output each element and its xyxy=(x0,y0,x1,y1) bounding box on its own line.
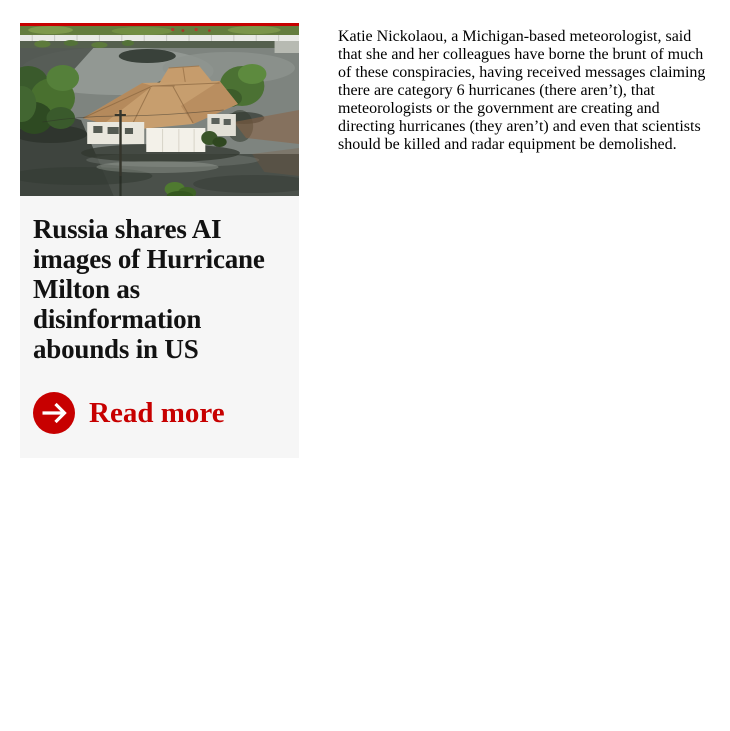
headline-line: Milton as xyxy=(33,274,140,304)
headline-line: Russia shares AI xyxy=(33,214,222,244)
related-article-headline[interactable] xyxy=(33,214,285,364)
headline-line: images of Hurricane xyxy=(33,244,265,274)
paragraph-text: Katie Nickolaou, a Michigan-based meteorologist, said that she and her colleagues have borne the brunt of much of these conspiracies, having received messages claiming there are category 6 hurricanes (there aren’t), that meteorologists or the government are creating and directing hurricanes (they aren’t) and even that scientists should be killed and radar equipment be demolished. xyxy=(338,28,706,153)
flooded-house-illustration xyxy=(20,26,299,196)
headline-line: disinformation xyxy=(33,304,202,334)
headline-line: abounds in US xyxy=(33,334,199,364)
related-article-card[interactable] xyxy=(20,23,299,458)
related-article-content xyxy=(20,196,299,458)
arrow-right-icon xyxy=(33,392,75,434)
flooded-house-image xyxy=(20,26,299,196)
read-more-label: Read more xyxy=(89,397,225,429)
read-more-link[interactable] xyxy=(33,392,285,434)
